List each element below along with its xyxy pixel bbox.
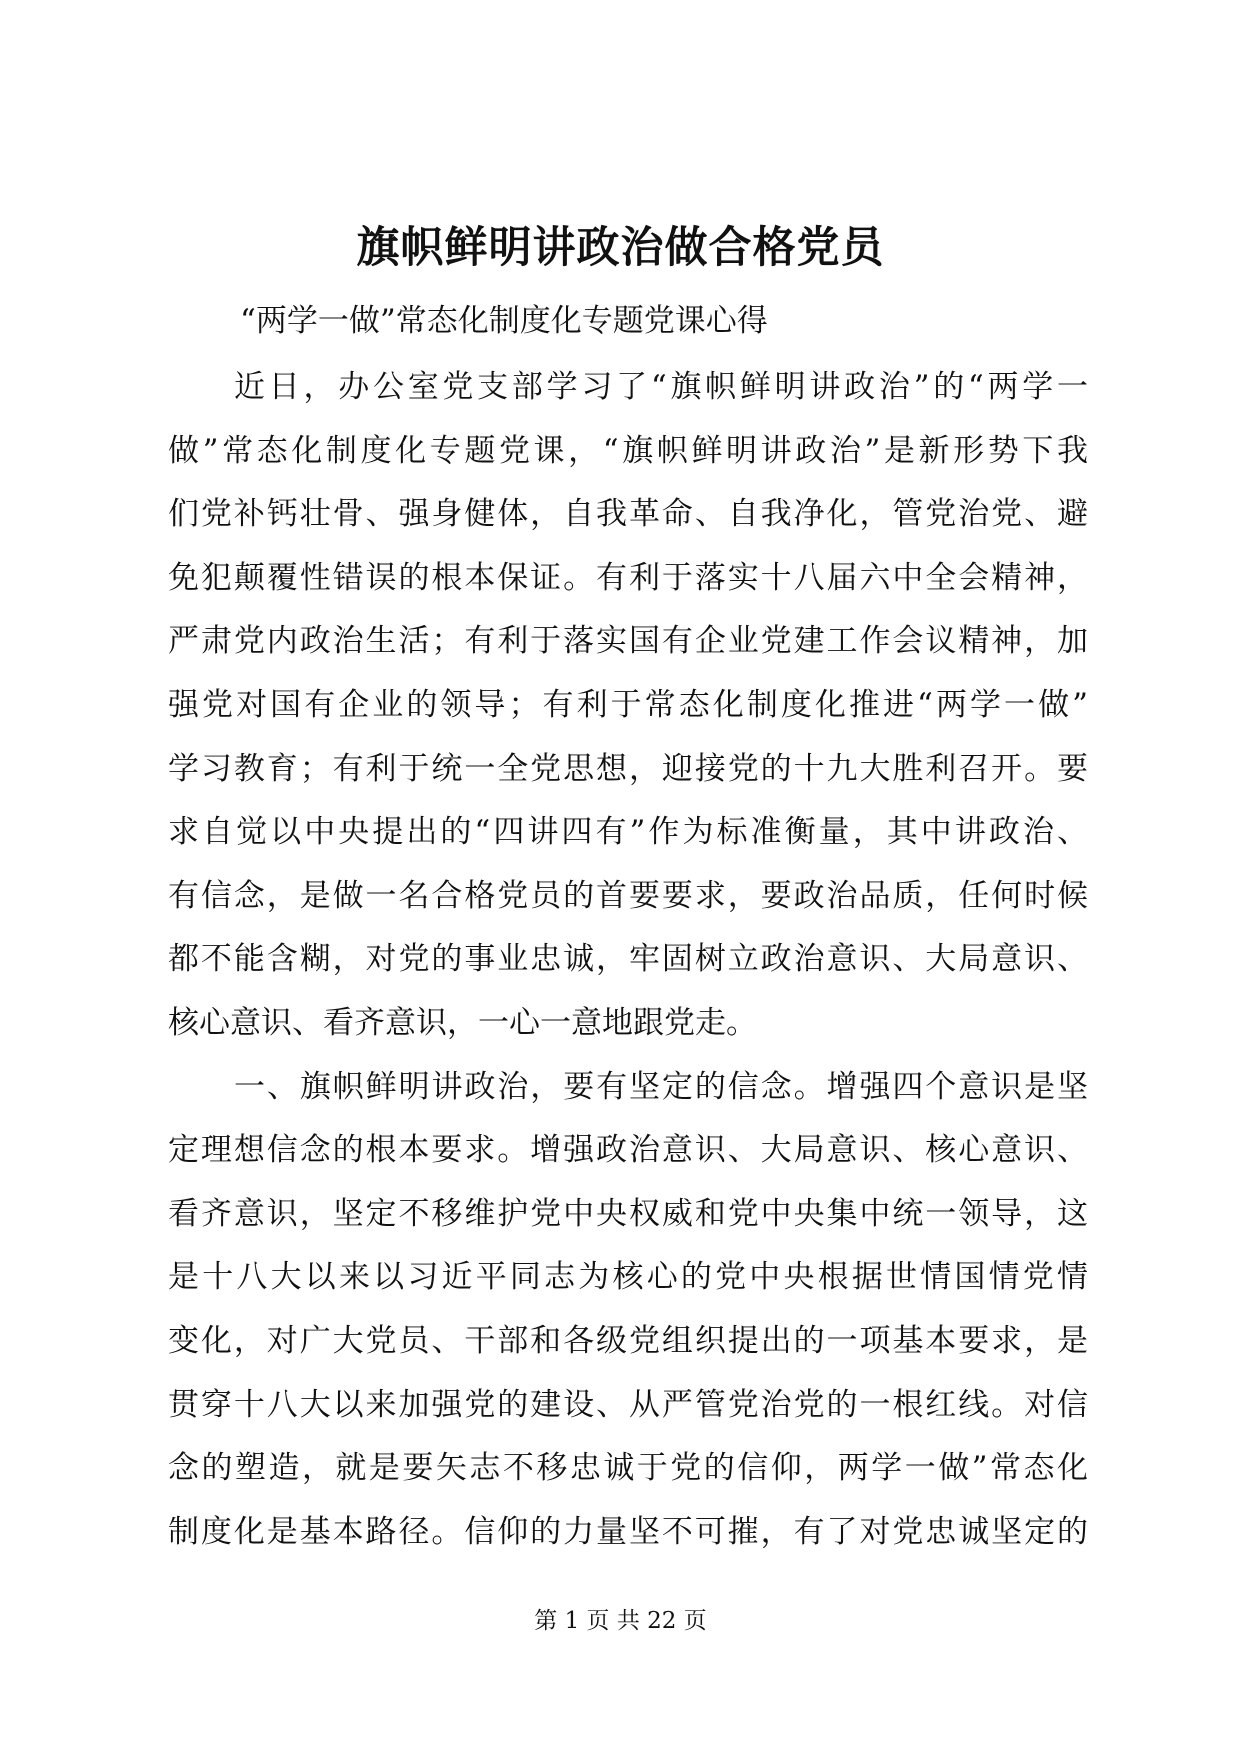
body-line: 制度化是基本路径。信仰的力量坚不可摧，有了对党忠诚坚定的	[168, 1513, 1088, 1550]
body-line: 强党对国有企业的领导；有利于常态化制度化推进“两学一做”	[168, 686, 1088, 723]
body-line: 求自觉以中央提出的“四讲四有”作为标准衡量，其中讲政治、	[168, 814, 1088, 851]
body-line: 看齐意识，坚定不移维护党中央权威和党中央集中统一领导，这	[168, 1195, 1088, 1232]
document-subtitle: “两学一做”常态化制度化专题党课心得	[240, 303, 768, 339]
body-line: 学习教育；有利于统一全党思想，迎接党的十九大胜利召开。要	[168, 750, 1088, 787]
body-line: 定理想信念的根本要求。增强政治意识、大局意识、核心意识、	[168, 1132, 1088, 1169]
body-line: 一、旗帜鲜明讲政治，要有坚定的信念。增强四个意识是坚	[234, 1068, 1088, 1105]
body-line: 是十八大以来以习近平同志为核心的党中央根据世情国情党情	[168, 1259, 1088, 1296]
body-line: 核心意识、看齐意识，一心一意地跟党走。	[168, 1004, 757, 1041]
body-line: 免犯颠覆性错误的根本保证。有利于落实十八届六中全会精神，	[168, 559, 1088, 596]
body-line: 们党补钙壮骨、强身健体，自我革命、自我净化，管党治党、避	[168, 496, 1088, 533]
body-line: 严肃党内政治生活；有利于落实国有企业党建工作会议精神，加	[168, 623, 1088, 660]
body-line: 做”常态化制度化专题党课，“旗帜鲜明讲政治”是新形势下我	[168, 432, 1088, 469]
document-body	[168, 356, 1088, 1564]
document-title: 旗帜鲜明讲政治做合格党员	[356, 223, 885, 273]
body-line: 变化，对广大党员、干部和各级党组织提出的一项基本要求，是	[168, 1322, 1088, 1359]
body-line: 都不能含糊，对党的事业忠诚，牢固树立政治意识、大局意识、	[168, 941, 1088, 978]
body-line: 近日，办公室党支部学习了“旗帜鲜明讲政治”的“两学一	[234, 369, 1088, 405]
body-line: 念的塑造，就是要矢志不移忠诚于党的信仰，两学一做”常态化	[168, 1450, 1088, 1487]
page-footer: 第 1 页 共 22 页	[534, 1608, 707, 1634]
body-line: 贯穿十八大以来加强党的建设、从严管党治党的一根红线。对信	[168, 1386, 1088, 1423]
body-line: 有信念，是做一名合格党员的首要要求，要政治品质，任何时候	[168, 877, 1088, 914]
